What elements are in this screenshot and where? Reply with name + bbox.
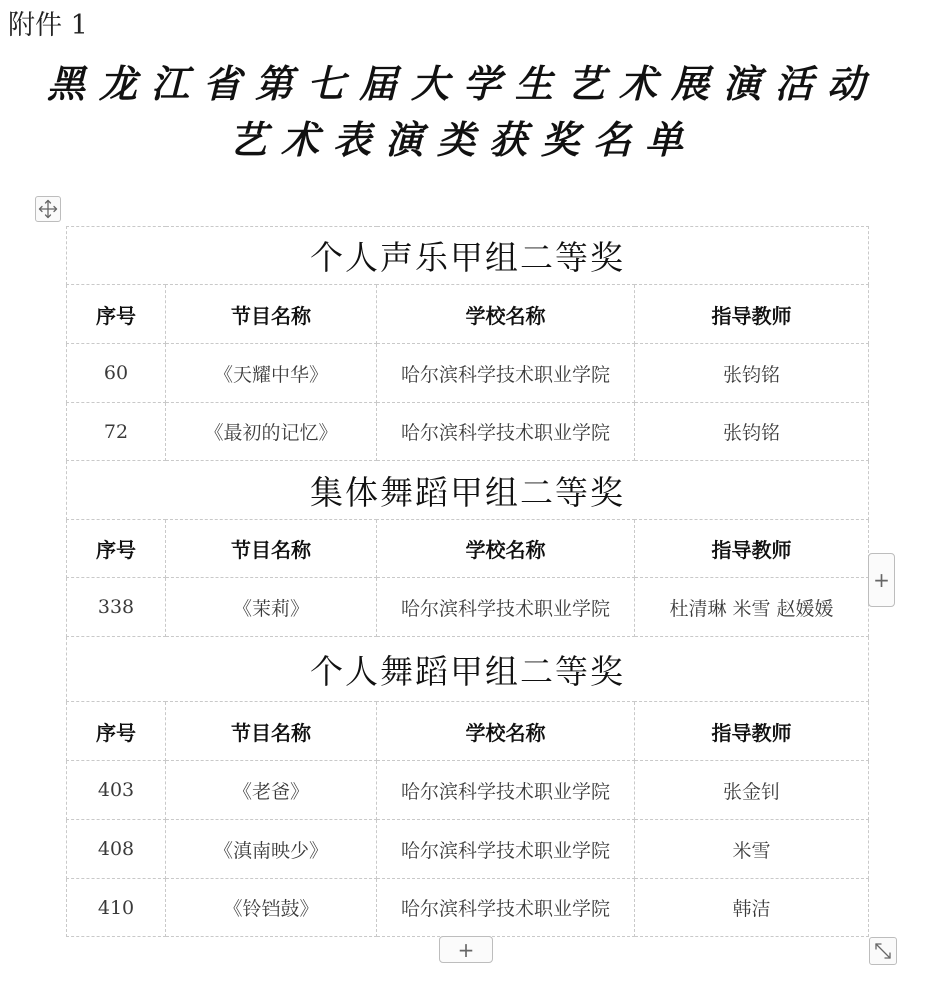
table-move-handle[interactable] xyxy=(35,196,61,222)
section-title[interactable]: 个人声乐甲组二等奖 xyxy=(67,227,869,285)
cell-no[interactable]: 408 xyxy=(67,820,166,879)
cell-school[interactable]: 哈尔滨科学技术职业学院 xyxy=(377,761,635,820)
section-title[interactable]: 个人舞蹈甲组二等奖 xyxy=(67,637,869,702)
table-row xyxy=(67,820,869,879)
cell-school[interactable]: 哈尔滨科学技术职业学院 xyxy=(377,879,635,937)
header-school[interactable]: 学校名称 xyxy=(377,702,635,761)
header-row xyxy=(67,520,869,578)
section-title[interactable]: 集体舞蹈甲组二等奖 xyxy=(67,461,869,520)
header-teacher[interactable]: 指导教师 xyxy=(635,702,869,761)
resize-diagonal-icon xyxy=(870,938,896,964)
section-title-row xyxy=(67,461,869,520)
table-row xyxy=(67,879,869,937)
cell-teacher[interactable]: 张金钊 xyxy=(635,761,869,820)
header-no[interactable]: 序号 xyxy=(67,520,166,578)
move-arrows-icon xyxy=(36,197,60,221)
section-title-row xyxy=(67,637,869,702)
table-row xyxy=(67,344,869,403)
header-program[interactable]: 节目名称 xyxy=(166,285,377,344)
document-title-line-1: 黑龙江省第七届大学生艺术展演活动 xyxy=(46,61,879,106)
header-teacher[interactable]: 指导教师 xyxy=(635,285,869,344)
cell-program[interactable]: 《最初的记忆》 xyxy=(166,403,377,461)
cell-school[interactable]: 哈尔滨科学技术职业学院 xyxy=(377,344,635,403)
add-column-button[interactable] xyxy=(868,553,895,607)
cell-teacher[interactable]: 张钧铭 xyxy=(635,344,869,403)
awards-table xyxy=(66,226,869,937)
cell-no[interactable]: 60 xyxy=(67,344,166,403)
table-row xyxy=(67,403,869,461)
header-school[interactable]: 学校名称 xyxy=(377,520,635,578)
cell-program[interactable]: 《老爸》 xyxy=(166,761,377,820)
header-teacher[interactable]: 指导教师 xyxy=(635,520,869,578)
header-row xyxy=(67,285,869,344)
attachment-label: 附件 1 xyxy=(8,10,88,41)
header-program[interactable]: 节目名称 xyxy=(166,702,377,761)
cell-program[interactable]: 《铃铛鼓》 xyxy=(166,879,377,937)
table-row xyxy=(67,761,869,820)
cell-teacher[interactable]: 韩洁 xyxy=(635,879,869,937)
plus-icon: + xyxy=(873,568,890,592)
add-row-button[interactable] xyxy=(439,936,493,963)
cell-no[interactable]: 72 xyxy=(67,403,166,461)
cell-no[interactable]: 410 xyxy=(67,879,166,937)
cell-school[interactable]: 哈尔滨科学技术职业学院 xyxy=(377,403,635,461)
cell-teacher[interactable]: 杜清琳 米雪 赵媛媛 xyxy=(635,578,869,637)
cell-program[interactable]: 《滇南映少》 xyxy=(166,820,377,879)
header-no[interactable]: 序号 xyxy=(67,702,166,761)
document-title-line-2: 艺术表演类获奖名单 xyxy=(228,117,697,162)
cell-school[interactable]: 哈尔滨科学技术职业学院 xyxy=(377,820,635,879)
table-resize-handle[interactable] xyxy=(869,937,897,965)
header-no[interactable]: 序号 xyxy=(67,285,166,344)
cell-no[interactable]: 403 xyxy=(67,761,166,820)
table-row xyxy=(67,578,869,637)
cell-teacher[interactable]: 张钧铭 xyxy=(635,403,869,461)
cell-no[interactable]: 338 xyxy=(67,578,166,637)
section-title-row xyxy=(67,227,869,285)
cell-teacher[interactable]: 米雪 xyxy=(635,820,869,879)
plus-icon: + xyxy=(457,937,475,962)
header-program[interactable]: 节目名称 xyxy=(166,520,377,578)
cell-program[interactable]: 《天耀中华》 xyxy=(166,344,377,403)
header-school[interactable]: 学校名称 xyxy=(377,285,635,344)
header-row xyxy=(67,702,869,761)
cell-program[interactable]: 《茉莉》 xyxy=(166,578,377,637)
cell-school[interactable]: 哈尔滨科学技术职业学院 xyxy=(377,578,635,637)
